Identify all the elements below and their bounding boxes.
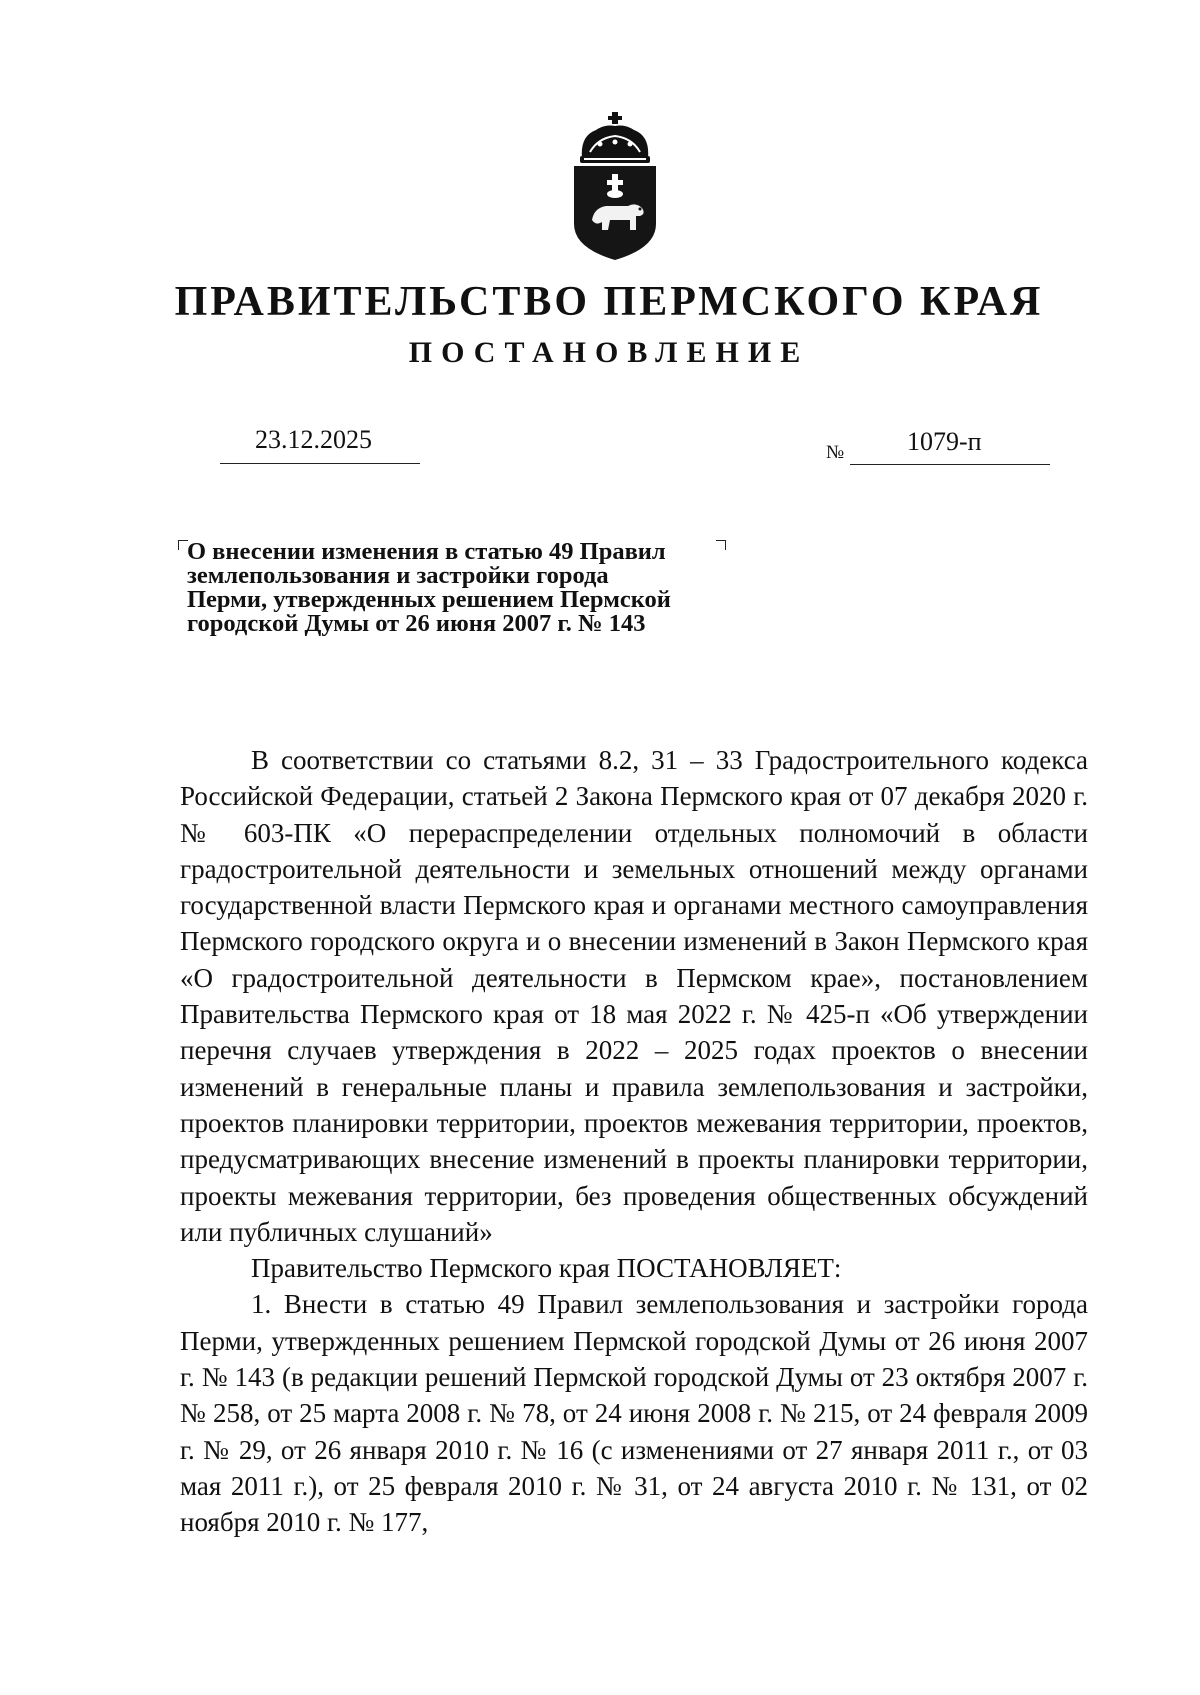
clause-1-paragraph: 1. Внести в статью 49 Правил землепользования и застройки города Перми, утвержденных решением Пермской городской Думы от 26 июня 2007 г. № 143 (в редакции решений Пермской городской Думы от 23 октября 2007 г. № 258, от 25 марта 2008 г. № 78, от 24 июня 2008 г. № 215, от 24 февраля 2009 г. № 29, от 26 января 2010 г. № 16 (с изменениями от 27 января 2011 г., от 03 мая 2011 г.), от 25 февраля 2010 г. № 31, от 24 августа 2010 г. № 131, от 02 ноября 2010 г. № 177, xyxy=(180,1289,1088,1538)
document-body xyxy=(180,742,1088,1541)
document-number: 1079-п xyxy=(907,427,982,456)
number-sign: № xyxy=(826,442,845,463)
preamble-paragraph: В соответствии со статьями 8.2, 31 – 33 Градостроительного кодекса Российской Федерации, статьей 2 Закона Пермского края от 07 декабря 2020 г. № 603-ПК «О перераспределении отдельных полномочий в области градостроительной деятельности и земельных отношений между органами государственной власти Пермского края и органами местного самоуправления Пермского городского округа и о внесении изменений в Закон Пермского края «О градостроительной деятельности в Пермском крае», постановлением Правительства Пермского края от 18 мая 2022 г. № 425-п «Об утверждении перечня случаев утверждения в 2022 – 2025 годах проектов о внесении изменений в генеральные планы и правила землепользования и застройки, проектов планировки территории, проектов межевания территории, проектов, предусматривающих внесение изменений в проекты планировки территории, проекты межевания территории, без проведения общественных обсуждений или публичных слушаний» xyxy=(180,745,1088,1247)
date-field xyxy=(220,425,420,464)
resolution-paragraph: Правительство Пермского края ПОСТАНОВЛЯЕТ: xyxy=(251,1253,842,1284)
government-name: ПРАВИТЕЛЬСТВО ПЕРМСКОГО КРАЯ xyxy=(174,279,1044,325)
perm-krai-coat-of-arms-icon xyxy=(570,112,660,262)
document-subject xyxy=(187,540,767,636)
number-field xyxy=(850,427,1050,465)
subject-line: О внесении изменения в статью 49 Правил xyxy=(187,538,666,565)
subject-line: землепользования и застройки города xyxy=(187,562,609,589)
subject-line: городской Думы от 26 июня 2007 г. № 143 xyxy=(187,610,646,637)
document-date: 23.12.2025 xyxy=(255,425,372,454)
document-type: ПОСТАНОВЛЕНИЕ xyxy=(408,336,810,369)
subject-line: Перми, утвержденных решением Пермской xyxy=(187,586,671,613)
